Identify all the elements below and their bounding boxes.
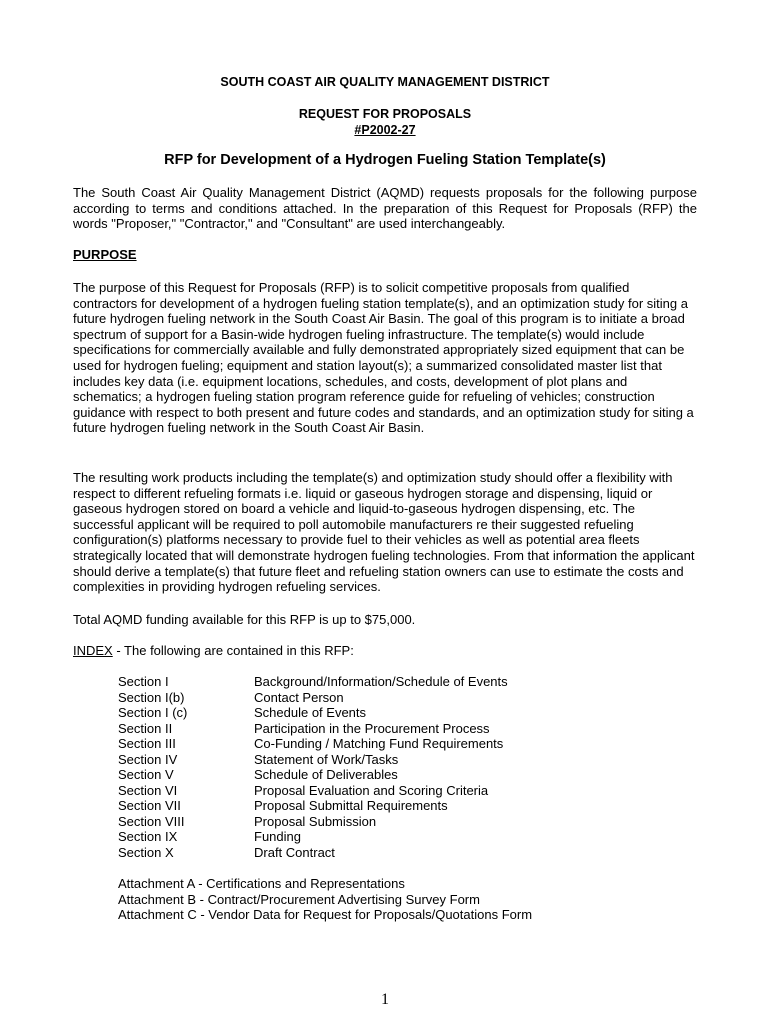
rfp-number: #P2002-27 [354,123,416,137]
section-number: Section I(b) [118,689,185,705]
index-row [118,752,508,768]
organization-heading: SOUTH COAST AIR QUALITY MANAGEMENT DISTRICT [220,75,550,89]
attachment-item: Attachment C - Vendor Data for Request for Proposals/Quotations Form [118,907,533,922]
section-title: Participation in the Procurement Process [254,720,490,736]
purpose-paragraph-2: The resulting work products including the template(s) and optimization study should offer a flexibility with respect to different refueling formats i.e. liquid or gaseous hydrogen storage and dispensing, liquid or gaseous hydrogen stored on board a vehicle and liquid-to-gaseous hydrogen dispensing, etc. The successful applicant will be required to poll automobile manufacturers re their suggested refueling configuration(s) platforms necessary to provide fuel to their vehicles as well as potential area fleets strategically located that will demonstrate hydrogen fueling technologies. From that information the applicant should derive a template(s) that future fleet and refueling station owners can use to estimate the costs and complexities in providing hydrogen refueling services. [73,470,695,595]
purpose-paragraph-1: The purpose of this Request for Proposals (RFP) is to solicit competitive proposals from qualified contractors for development of a hydrogen fueling station template(s), and an optimization study for siting a future hydrogen fueling network in the South Coast Air Basin. The goal of this program is to initiate a broad spectrum of support for a Basin-wide hydrogen fueling infrastructure. The template(s) would include specifications for commercially available and fully demonstrated appropriately sized equipment that can be used for hydrogen fueling; equipment and station layout(s); a summarized consolidated master list that includes key data (i.e. equipment locations, schedules, and costs, development of plot plans and schematics; a hydrogen fueling station program reference guide for refueling of vehicles; construction guidance with respect to both present and future codes and standards, and an optimization study for siting a future hydrogen fueling network in the South Coast Air Basin. [73,280,694,436]
index-row [118,845,508,861]
index-row [118,674,508,690]
index-row [118,783,508,799]
section-title: Proposal Submission [254,813,377,829]
section-title: Contact Person [254,689,344,705]
document-title: RFP for Development of a Hydrogen Fueling Station Template(s) [164,152,606,168]
index-intro [73,643,697,659]
section-title: Proposal Evaluation and Scoring Criteria [254,782,489,798]
index-row [118,829,508,845]
index-label: INDEX [73,643,113,658]
index-list [118,674,508,860]
section-number: Section VII [118,798,181,813]
attachment-item: Attachment A - Certifications and Representations [118,876,405,891]
section-number: Section IV [118,751,178,767]
document-type-heading: REQUEST FOR PROPOSALS [298,107,472,121]
section-number: Section X [118,844,174,860]
section-title: Draft Contract [254,844,335,860]
section-number: Section II [118,720,173,736]
attachment-item: Attachment B - Contract/Procurement Advertising Survey Form [118,891,480,907]
section-number: Section V [118,767,174,782]
intro-paragraph: The South Coast Air Quality Management District (AQMD) requests proposals for the following purpose according to terms and conditions attached. In the preparation of this Request for Proposals (RFP) the words "Proposer," "Contractor," and "Consultant" are used interchangeably. [73,185,697,232]
index-row [118,798,508,814]
index-row [118,690,508,706]
section-number: Section III [118,736,176,751]
section-title: Schedule of Deliverables [254,767,398,782]
section-number: Section IX [118,829,178,844]
section-title: Background/Information/Schedule of Events [254,674,508,689]
section-title: Statement of Work/Tasks [254,751,399,767]
funding-statement: Total AQMD funding available for this RFP is up to $75,000. [73,612,416,627]
section-number: Section VIII [118,813,185,829]
section-number: Section I [118,674,169,689]
section-title: Co-Funding / Matching Fund Requirements [254,736,504,751]
purpose-heading: PURPOSE [73,247,137,262]
section-title: Funding [254,829,301,844]
index-row [118,721,508,737]
section-title: Schedule of Events [254,705,367,720]
page-number: 1 [381,991,389,1008]
section-number: Section I (c) [118,705,188,720]
section-number: Section VI [118,782,178,798]
index-row [118,736,508,752]
index-row [118,767,508,783]
index-row [118,705,508,721]
index-row [118,814,508,830]
section-title: Proposal Submittal Requirements [254,798,448,813]
index-intro-text: - The following are contained in this RFP: [112,643,354,658]
attachments-list [118,876,532,923]
